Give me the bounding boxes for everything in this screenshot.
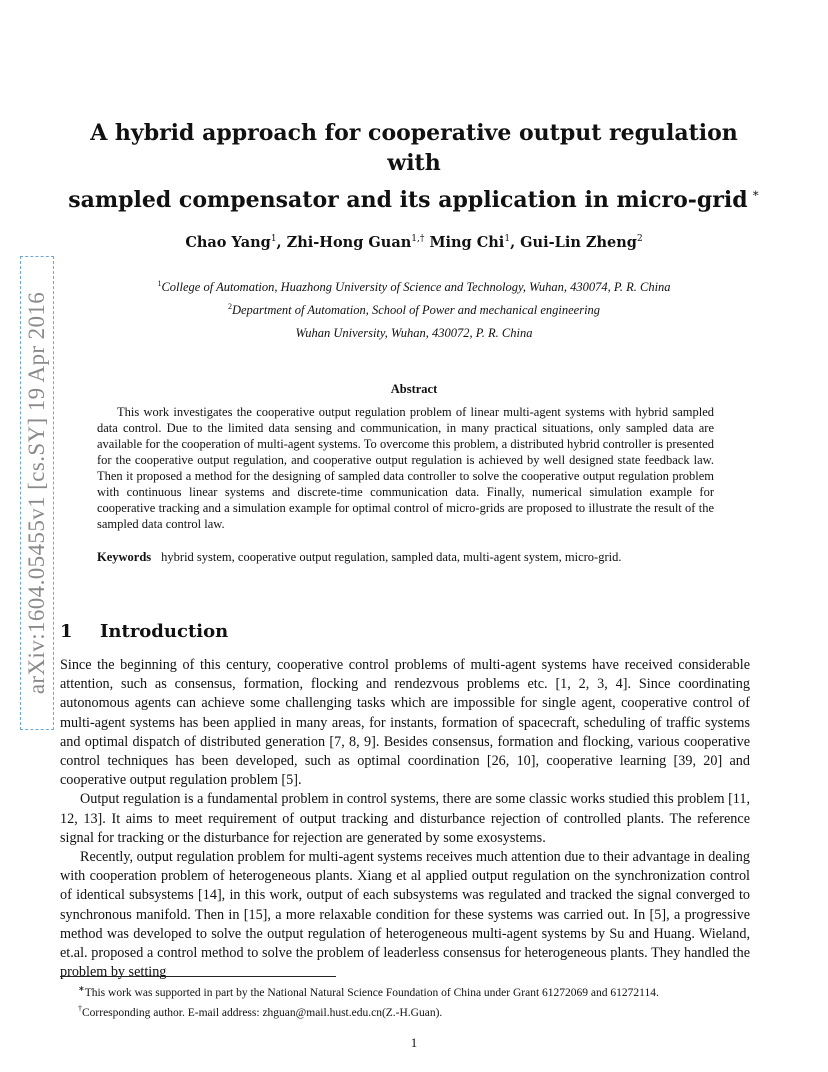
section-title: Introduction (100, 621, 229, 642)
affiliation-line: $^2$Department of Automation, School of Power and mechanical engineering (227, 302, 601, 318)
arxiv-identifier: arXiv:1604.05455v1 [cs.SY] 19 Apr 2016 (24, 291, 49, 695)
paragraph: Output regulation is a fundamental problem in control systems, there are some classic works studied this problem [11, 12, 13]. It aims to meet requirement of output tracking and disturbance rejection of controlled plants. The reference signal for tracking or the disturbance for rejection are generated by some exosystems. (60, 791, 750, 846)
section-heading (60, 621, 228, 642)
keywords (97, 550, 737, 565)
page-number: 1 (410, 1035, 418, 1050)
section-body (60, 656, 750, 982)
abstract-heading: Abstract (390, 382, 438, 396)
footnote: ∗This work was supported in part by the National Natural Science Foundation of China under Grant 61272069 and 61272114. (78, 984, 659, 999)
title-line-2: sampled compensator and its application in micro-grid (68, 187, 748, 213)
title-line-1: A hybrid approach for cooperative output regulation with (90, 120, 738, 176)
paragraph: Recently, output regulation problem for multi-agent systems receives much attention due to their advantage in dealing with cooperation problem of heterogeneous plants. Xiang et al applied output regulation on the synchronization control of identical subsystems [14], in this work, output of each subsystems was regulated and tracked the signal converged to synchronous manifold. Then in [15], a more relaxable condition for these systems was carried out. In [5], a progressive method was developed to solve the output regulation of heterogeneous multi-agent systems by Su and Huang. Wieland, et.al. proposed a control method to solve the problem of leaderless consensus for heterogeneous plants. They handled the problem by setting (60, 849, 750, 981)
author: Zhi-Hong Guan$^{1,\dagger}$ (286, 234, 425, 251)
keywords-text: hybrid system, cooperative output regulation, sampled data, multi-agent system, micro-grid. (161, 550, 622, 564)
affiliation-line: Wuhan University, Wuhan, 430072, P. R. China (295, 326, 533, 341)
section-number: 1 (60, 621, 73, 642)
paragraph: Since the beginning of this century, cooperative control problems of multi-agent systems have received considerable attention, such as consensus, formation, flocking and rendezvous problems etc. [1, 2, 3, 4]. Since coordinating autonomous agents can achieve some challenging tasks which are impossible for single agent, cooperative control of multi-agent systems has been applied in many areas, for instants, formation of spacecraft, scheduling of traffic systems and optimal dispatch of distributed generation [7, 8, 9]. Besides consensus, formation and flocking, various cooperative control techniques has been developed, such as optimal coordination [26, 10], cooperative learning [39, 20] and cooperative output regulation problem [5]. (60, 657, 750, 789)
author: Chao Yang$^1$, (185, 234, 287, 251)
abstract-body: This work investigates the cooperative output regulation problem of linear multi-agent systems with hybrid sampled data control. Due to the limited data sensing and communication, in many practical situations, only sampled data are available for the cooperation of multi-agent systems. To overcome this problem, a distributed hybrid controller is presented for the cooperative output regulation, and cooperative output regulation is achieved by well designed state feedback law. Then it proposed a method for the designing of sampled data controller to solve the cooperative output regulation problem with continuous linear systems and discrete-time communication data. Finally, numerical simulation example for cooperative tracking and a simulation example for optimal control of micro-grids are proposed to illustrate the result of the sampled data control law. (97, 405, 714, 531)
title-footnote-mark: ∗ (751, 186, 760, 200)
author: Ming Chi$^1$, (429, 234, 521, 251)
affiliation-line: $^1$College of Automation, Huazhong University of Science and Technology, Wuhan, 430074, P. R. China (157, 279, 671, 295)
arxiv-side-stamp (20, 256, 54, 730)
footnote-rule (60, 976, 336, 977)
keywords-label: Keywords (97, 550, 152, 564)
author-list (60, 234, 768, 251)
author: Gui-Lin Zheng$^2$ (520, 234, 643, 251)
paper-title (60, 118, 768, 215)
footnotes (78, 981, 758, 1021)
affiliations (60, 274, 768, 343)
footnote: †Corresponding author. E-mail address: zhguan@mail.hust.edu.cn(Z.-H.Guan). (78, 1003, 443, 1019)
